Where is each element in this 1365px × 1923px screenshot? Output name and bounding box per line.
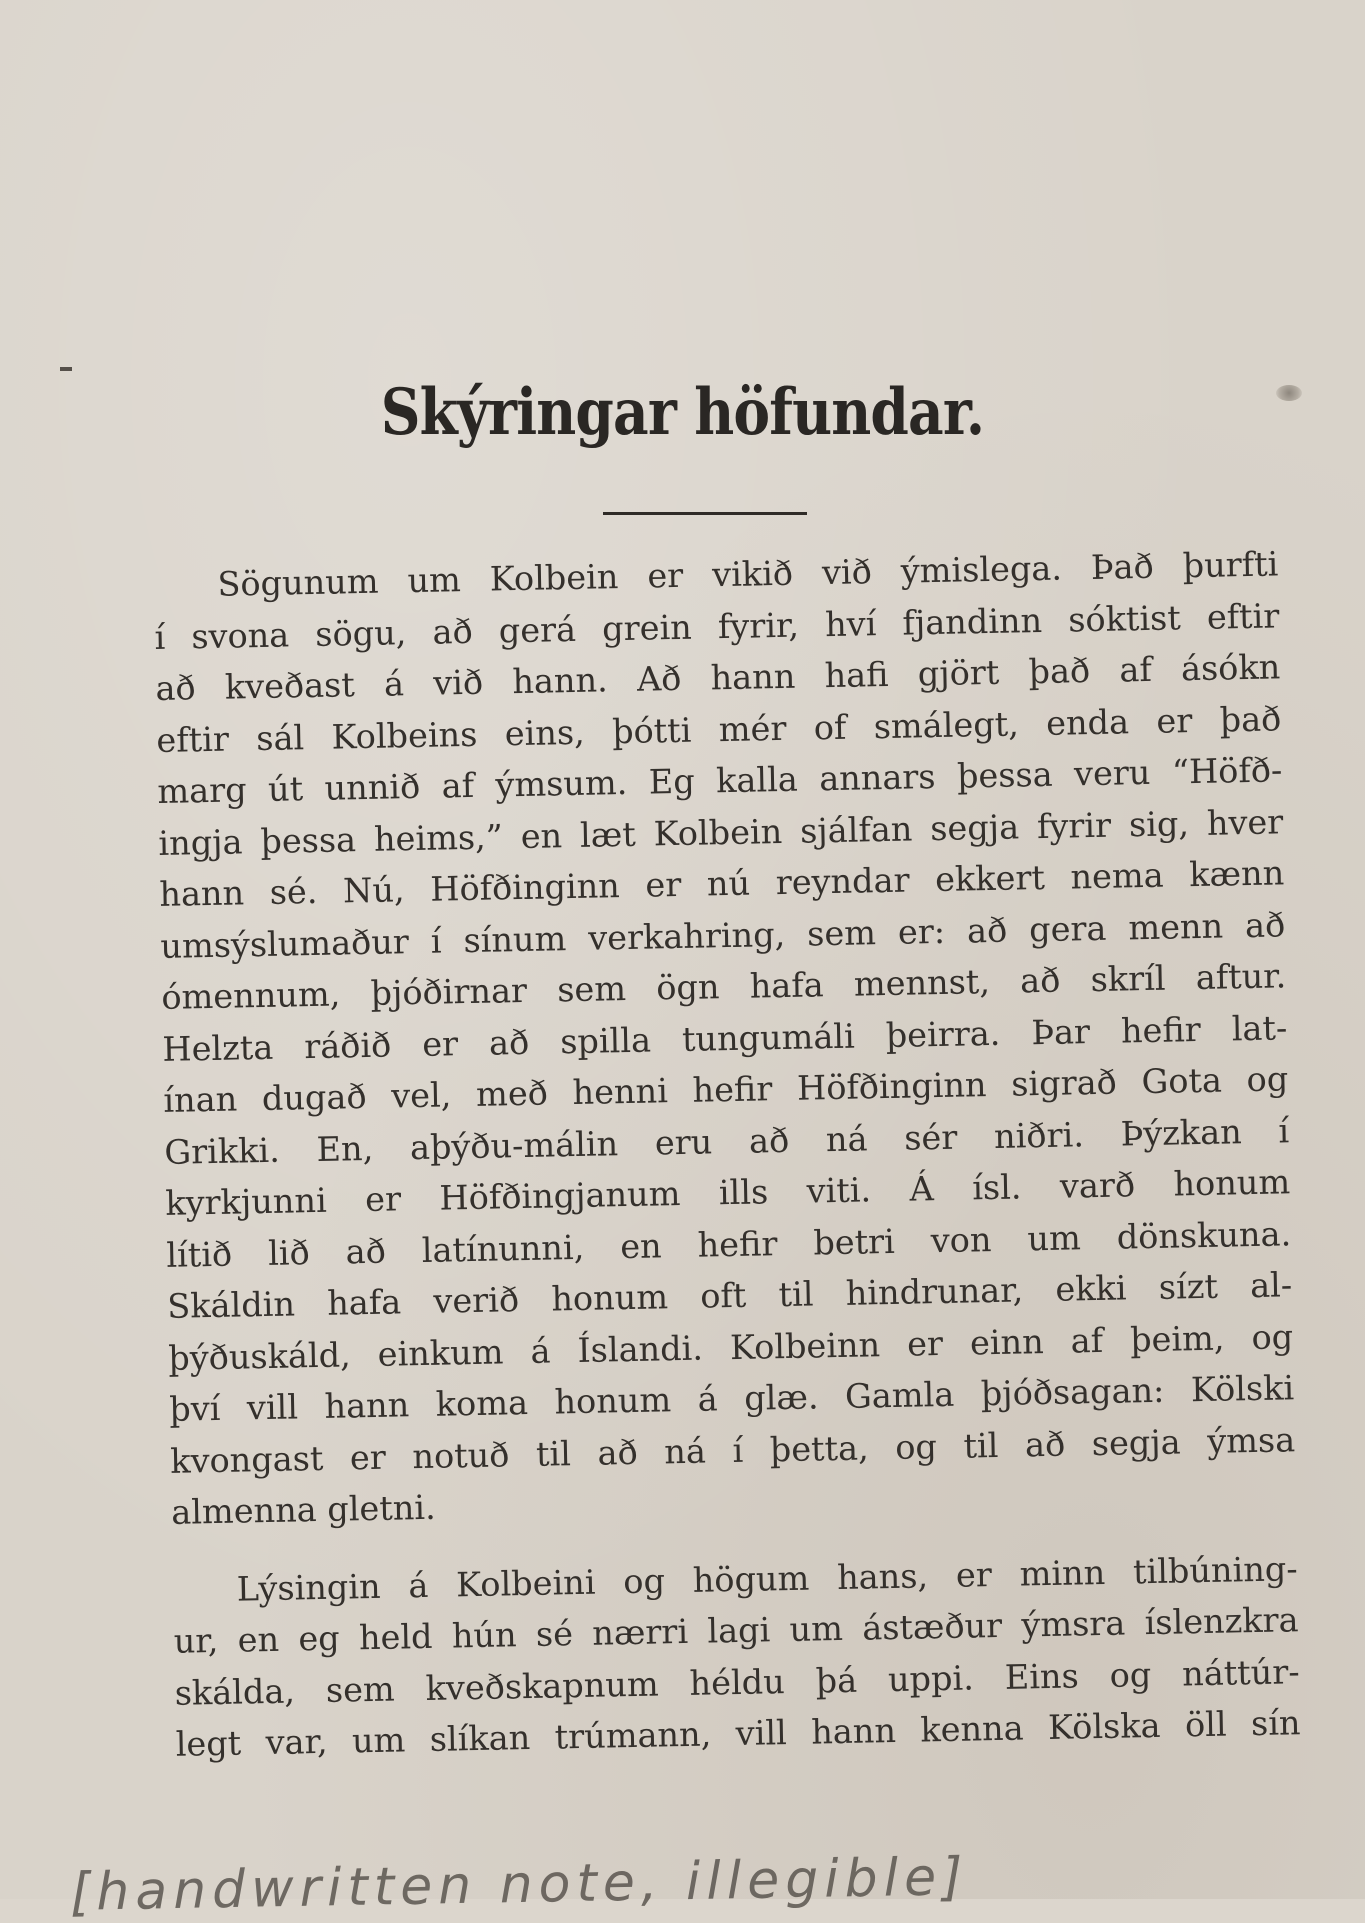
margin-mark (60, 367, 72, 371)
text-line: legt var, um slíkan trúmann, vill hann kenna Kölska öll sín (175, 1703, 1301, 1764)
text-line: því vill hann koma honum á glæ. Gamla þjóðsagan: Kölski (168, 1368, 1295, 1429)
text-line: lítið lið að latínunni, en hefir betri von um dönskuna. (165, 1213, 1292, 1275)
paragraph-2 (172, 1543, 1301, 1771)
text-line: Helzta ráðið er að spilla tungumáli þeirra. Þar hefir lat- (162, 1007, 1288, 1069)
text-line: marg út unnið af ýmsum. Eg kalla annars þessa veru “Höfð- (157, 750, 1283, 811)
title-rule (603, 512, 807, 515)
text-line: hann sé. Nú, Höfðinginn er nú reyndar ekkert nema kænn (159, 853, 1285, 914)
text-line: Lýsingin á Kolbeini og högum hans, er minn tilbúning- (236, 1548, 1298, 1609)
text-line: skálda, sem kveðskapnum héldu þá uppi. Eins og náttúr- (174, 1651, 1300, 1713)
text-line: eftir sál Kolbeins eins, þótti mér of smálegt, enda er það (156, 698, 1282, 760)
page-title: Skýringar höfundar. (380, 375, 985, 450)
text-line: í svona sögu, að gerá grein fyrir, hví fjandinn sóktist eftir (154, 595, 1280, 657)
text-line: almenna gletni. (170, 1487, 437, 1532)
text-line: að kveðast á við hann. Að hann hafi gjört það af ásókn (155, 647, 1281, 708)
text-line: ínan dugað vel, með henni hefir Höfðinginn sigrað Gota og (163, 1059, 1289, 1120)
text-line: kvongast er notuð til að ná í þetta, og til að segja ýmsa (169, 1419, 1296, 1481)
text-line: þýðuskáld, einkum á Íslandi. Kolbeinn er einn af þeim, og (167, 1316, 1294, 1378)
paper-blemish (1276, 385, 1302, 401)
text-line: ur, en eg held hún sé nærri lagi um ástæður ýmsra íslenzkra (173, 1600, 1299, 1661)
paragraph-1 (153, 538, 1297, 1538)
text-line: umsýslumaður í sínum verkahring, sem er: að gera menn að (160, 904, 1286, 966)
text-line: ingja þessa heims,” en læt Kolbein sjálfan segja fyrir sig, hver (158, 801, 1284, 863)
text-line: Sögunum um Kolbein er vikið við ýmislega. Það þurfti (217, 544, 1279, 604)
text-line: ómennum, þjóðirnar sem ögn hafa mennst, að skríl aftur. (161, 956, 1287, 1017)
text-line: Skáldin hafa verið honum oft til hindrunar, ekki sízt al- (166, 1265, 1293, 1326)
text-line: Grikki. En, aþýðu-málin eru að ná sér niðri. Þýzkan í (163, 1110, 1290, 1172)
body-text (153, 538, 1301, 1770)
text-line: kyrkjunni er Höfðingjanum ills viti. Á ísl. varð honum (164, 1162, 1291, 1223)
handwritten-note: [handwritten note, illegible] (69, 1847, 969, 1923)
